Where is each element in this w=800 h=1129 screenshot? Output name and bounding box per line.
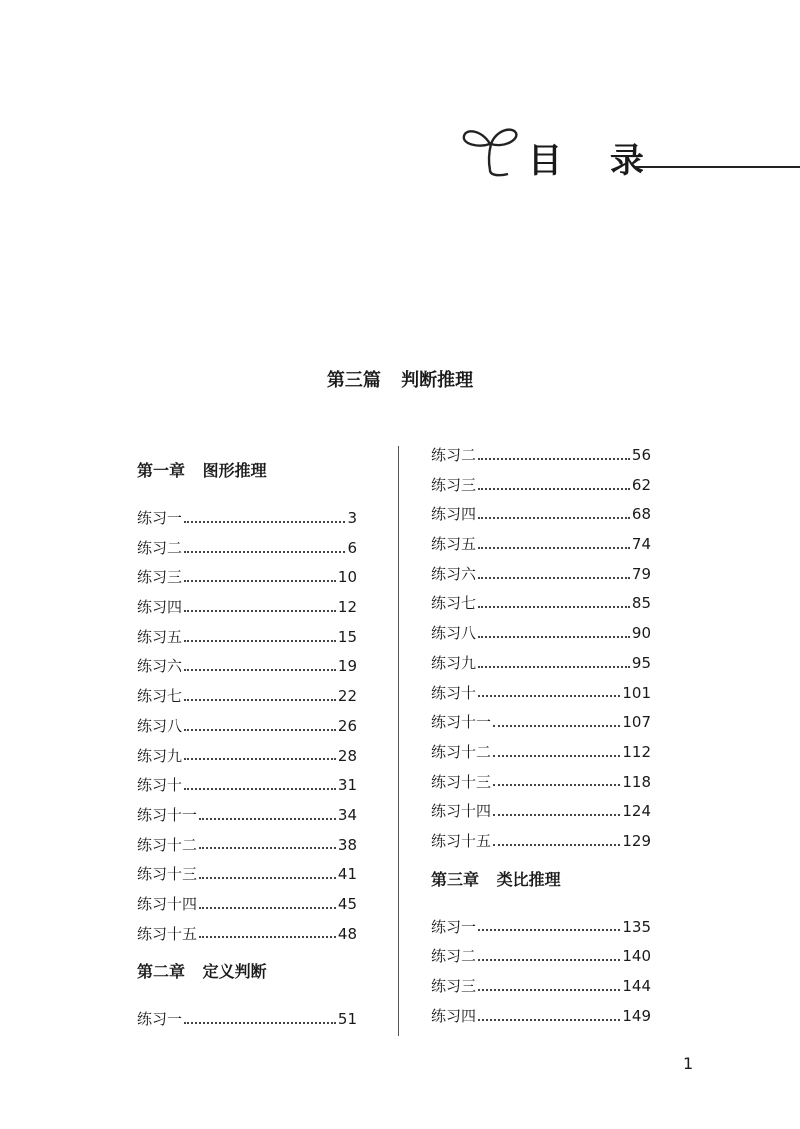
toc-entry-page: 15 (337, 627, 357, 646)
toc-entry-label: 练习四 (431, 505, 477, 524)
dot-leader (478, 989, 620, 991)
toc-left-column (137, 456, 357, 1035)
dot-leader (478, 1019, 620, 1021)
dot-leader (478, 929, 620, 931)
toc-entry[interactable] (137, 534, 357, 564)
toc-entry[interactable] (137, 742, 357, 772)
toc-entry-page: 144 (622, 977, 651, 995)
toc-entry-label: 练习二 (137, 538, 183, 557)
toc-entry[interactable] (431, 768, 651, 798)
toc-entry-page: 118 (622, 772, 651, 791)
toc-heading: 目 录 (528, 141, 662, 181)
dot-leader (478, 577, 630, 579)
toc-entry[interactable] (431, 441, 651, 471)
toc-entry-label: 练习九 (137, 746, 183, 765)
spacer (431, 895, 651, 913)
toc-entry[interactable] (137, 831, 357, 861)
dot-leader (478, 458, 630, 460)
dot-leader (478, 547, 630, 549)
dot-leader (184, 699, 336, 701)
toc-entry[interactable] (431, 471, 651, 501)
sprout-icon (460, 118, 520, 180)
toc-entry-page: 45 (337, 894, 357, 913)
chapter3-entry-list (431, 913, 651, 1032)
toc-entry-label: 练习六 (431, 564, 477, 583)
dot-leader (478, 959, 620, 961)
toc-entry[interactable] (431, 1002, 651, 1032)
toc-entry-label: 练习三 (431, 977, 477, 995)
toc-entry-label: 练习一 (431, 917, 477, 936)
toc-entry[interactable] (431, 708, 651, 738)
toc-entry-label: 练习四 (431, 1006, 477, 1025)
toc-entry-label: 练习三 (137, 568, 183, 587)
toc-entry-page: 124 (622, 802, 651, 821)
toc-entry-page: 41 (337, 865, 357, 884)
toc-entry-label: 练习三 (431, 475, 477, 494)
dot-leader (478, 695, 620, 697)
toc-entry[interactable] (431, 827, 651, 857)
dot-leader (478, 666, 630, 668)
toc-entry[interactable] (137, 771, 357, 801)
toc-entry-page: 38 (337, 835, 357, 854)
toc-entry[interactable] (431, 738, 651, 768)
toc-entry-label: 练习四 (137, 598, 183, 617)
toc-entry-page: 79 (631, 564, 651, 583)
toc-entry-page: 10 (337, 568, 357, 587)
dot-leader (184, 580, 336, 582)
toc-entry-page: 107 (622, 713, 651, 732)
chapter-heading-3: 第三章 类比推理 (431, 869, 561, 889)
toc-entry-page: 85 (631, 594, 651, 613)
toc-entry-page: 12 (337, 598, 357, 617)
toc-entry-page: 56 (631, 446, 651, 464)
toc-entry[interactable] (431, 649, 651, 679)
toc-entry[interactable] (431, 530, 651, 560)
toc-entry-label: 练习十四 (137, 894, 198, 913)
spacer (137, 486, 357, 504)
toc-entry-label: 练习五 (137, 627, 183, 646)
dot-leader (184, 788, 336, 790)
dot-leader (493, 725, 620, 727)
toc-entry[interactable] (431, 560, 651, 590)
dot-leader (493, 784, 620, 786)
toc-entry-page: 129 (622, 831, 651, 850)
toc-entry-label: 练习二 (431, 947, 477, 966)
toc-entry-label: 练习十四 (431, 802, 492, 821)
dot-leader (478, 517, 630, 519)
toc-entry-page: 112 (622, 742, 651, 761)
toc-entry-page: 90 (631, 624, 651, 643)
toc-entry-page: 140 (622, 947, 651, 966)
toc-entry[interactable] (137, 920, 357, 950)
spacer (137, 987, 357, 1005)
toc-entry-page: 62 (631, 475, 651, 494)
toc-entry[interactable] (137, 860, 357, 890)
dot-leader (184, 610, 336, 612)
toc-entry[interactable] (431, 942, 651, 972)
toc-entry-page: 51 (337, 1010, 357, 1029)
dot-leader (478, 488, 630, 490)
toc-entry[interactable] (137, 593, 357, 623)
toc-entry-page: 6 (347, 538, 357, 557)
chapter-heading-2: 第二章 定义判断 (137, 962, 267, 982)
dot-leader (184, 669, 336, 671)
toc-entry-label: 练习二 (431, 446, 477, 464)
toc-entry-page: 74 (631, 535, 651, 554)
toc-entry[interactable] (137, 563, 357, 593)
toc-entry-page: 95 (631, 653, 651, 672)
toc-entry-page: 68 (631, 505, 651, 524)
toc-entry-page: 19 (337, 657, 357, 676)
chapter1-entry-list (137, 504, 357, 949)
toc-entry[interactable] (137, 504, 357, 534)
toc-entry-page: 31 (337, 776, 357, 795)
toc-entry[interactable] (431, 619, 651, 649)
toc-entry-label: 练习一 (137, 509, 183, 527)
toc-entry[interactable] (431, 913, 651, 943)
heading-rule (636, 166, 800, 168)
dot-leader (493, 755, 620, 757)
toc-entry-page: 28 (337, 746, 357, 765)
toc-entry-label: 练习十五 (431, 831, 492, 850)
dot-leader (184, 729, 336, 731)
chapter2-continued-entry-list (431, 441, 651, 857)
toc-entry-page: 48 (337, 924, 357, 943)
toc-entry[interactable] (137, 682, 357, 712)
toc-entry-page: 3 (347, 509, 357, 527)
part-title: 第三篇 判断推理 (326, 370, 474, 391)
toc-entry-page: 34 (337, 805, 357, 824)
toc-entry-label: 练习一 (137, 1010, 183, 1029)
dot-leader (199, 907, 336, 909)
toc-entry-label: 练习九 (431, 653, 477, 672)
toc-entry[interactable] (137, 1005, 357, 1035)
toc-entry-label: 练习八 (137, 716, 183, 735)
dot-leader (199, 877, 336, 879)
dot-leader (199, 847, 336, 849)
toc-entry-label: 练习七 (431, 594, 477, 613)
dot-leader (478, 606, 630, 608)
toc-entry-label: 练习十二 (137, 835, 198, 854)
toc-entry-page: 26 (337, 716, 357, 735)
dot-leader (184, 758, 336, 760)
toc-entry-label: 练习五 (431, 535, 477, 554)
column-divider (398, 446, 399, 1036)
toc-entry-label: 练习七 (137, 687, 183, 706)
dot-leader (184, 551, 345, 553)
toc-entry[interactable] (137, 652, 357, 682)
toc-entry-page: 149 (622, 1006, 651, 1025)
toc-entry-label: 练习十 (431, 683, 477, 702)
dot-leader (478, 636, 630, 638)
toc-entry-label: 练习十二 (431, 742, 492, 761)
dot-leader (493, 814, 620, 816)
dot-leader (184, 1022, 336, 1024)
toc-entry[interactable] (137, 623, 357, 653)
toc-entry[interactable] (431, 679, 651, 709)
toc-entry-label: 练习十一 (431, 713, 492, 732)
toc-entry[interactable] (431, 972, 651, 1002)
toc-entry[interactable] (431, 589, 651, 619)
page-number: 1 (683, 1054, 694, 1073)
toc-entry-label: 练习六 (137, 657, 183, 676)
toc-entry[interactable] (137, 890, 357, 920)
toc-entry-label: 练习八 (431, 624, 477, 643)
toc-entry[interactable] (137, 801, 357, 831)
toc-entry-page: 135 (622, 917, 651, 936)
dot-leader (184, 640, 336, 642)
toc-entry-label: 练习十三 (431, 772, 492, 791)
toc-right-column (431, 441, 651, 1031)
toc-entry-label: 练习十一 (137, 805, 198, 824)
dot-leader (199, 818, 336, 820)
chapter2-entry-list (137, 1005, 357, 1035)
toc-entry-label: 练习十三 (137, 865, 198, 884)
toc-entry-label: 练习十五 (137, 924, 198, 943)
toc-entry[interactable] (431, 500, 651, 530)
toc-entry[interactable] (137, 712, 357, 742)
toc-entry-page: 101 (622, 683, 651, 702)
chapter-heading-1: 第一章 图形推理 (137, 461, 267, 480)
dot-leader (493, 844, 620, 846)
toc-entry[interactable] (431, 797, 651, 827)
toc-entry-label: 练习十 (137, 776, 183, 795)
dot-leader (184, 521, 345, 523)
dot-leader (199, 936, 336, 938)
toc-entry-page: 22 (337, 687, 357, 706)
